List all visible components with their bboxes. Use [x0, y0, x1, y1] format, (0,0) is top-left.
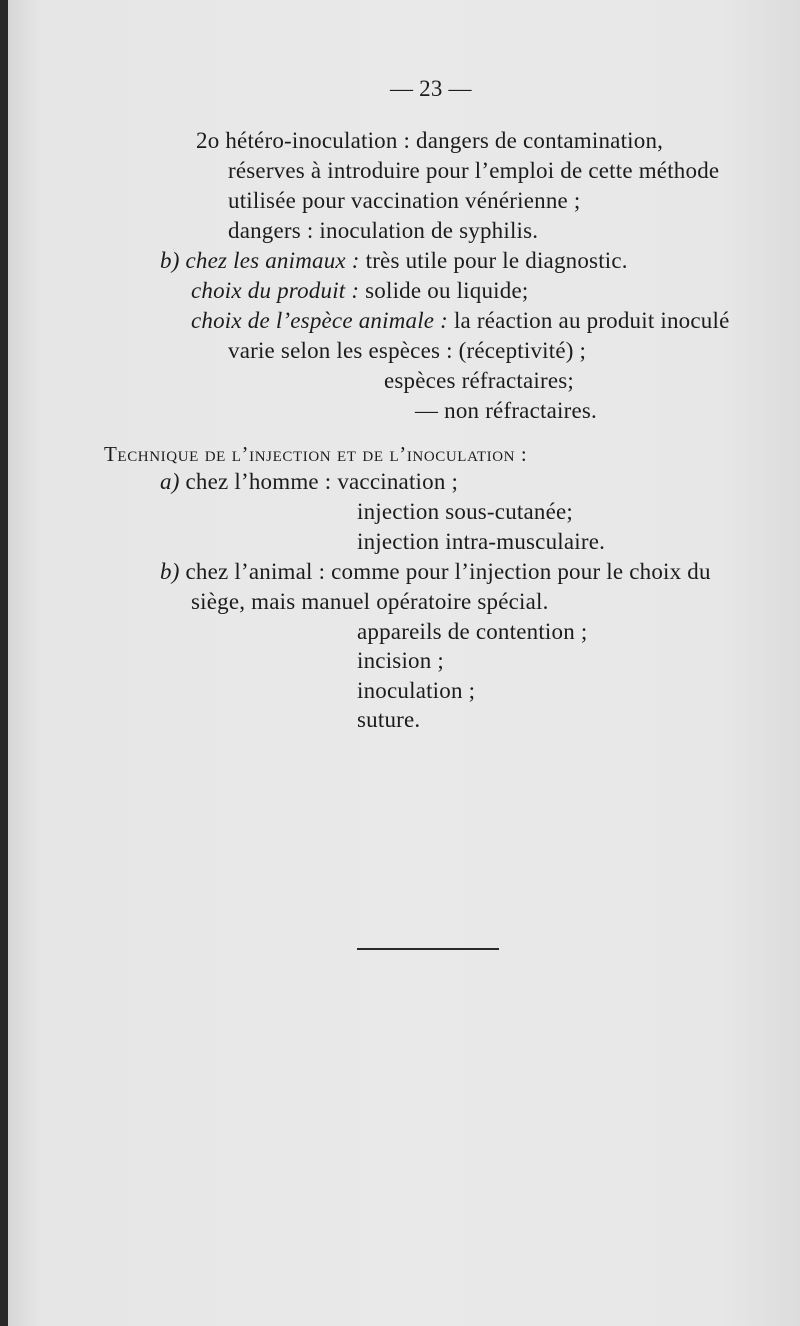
text-line [191, 308, 729, 334]
text-run: chez l’animal : comme pour l’injection pour le choix du [185, 559, 711, 584]
text-line: — non réfractaires. [415, 398, 597, 423]
text-line: siège, mais manuel opératoire spécial. [191, 589, 549, 614]
italic-phrase: chez les animaux : [185, 248, 360, 273]
text-run: très utile pour le diagnostic. [359, 248, 628, 273]
text-line: dangers : inoculation de syphilis. [228, 218, 539, 243]
document-page [8, 0, 800, 1326]
text-line: réserves à introduire pour l’emploi de cette méthode [228, 158, 720, 183]
text-line: inoculation ; [357, 678, 476, 703]
text-line: incision ; [357, 648, 444, 673]
text-line [160, 559, 711, 585]
text-line [191, 278, 528, 304]
text-run: chez l’homme : vaccination ; [185, 469, 459, 494]
italic-phrase: choix du produit : [191, 278, 360, 303]
list-label: b) [160, 248, 180, 273]
text-line: utilisée pour vaccination vénérienne ; [228, 188, 581, 213]
text-line: espèces réfractaires; [384, 368, 574, 393]
list-label: a) [160, 469, 180, 494]
italic-phrase: choix de l’espèce animale : [191, 308, 449, 333]
page-number: — 23 — [390, 76, 472, 101]
end-rule [357, 948, 499, 950]
list-label: b) [160, 559, 180, 584]
text-line: suture. [357, 707, 421, 732]
text-line: injection intra-musculaire. [357, 529, 606, 554]
section-heading: Technique de l’injection et de l’inoculation : [104, 442, 528, 466]
text-line [160, 469, 458, 495]
text-run: solide ou liquide; [359, 278, 529, 303]
text-line [160, 248, 628, 274]
text-line: injection sous-cutanée; [357, 499, 574, 524]
text-run: la réaction au produit inoculé [448, 308, 730, 333]
text-line: 2o hétéro-inoculation : dangers de contamination, [196, 128, 664, 153]
text-line: varie selon les espèces : (réceptivité) ; [228, 338, 587, 363]
text-line: appareils de contention ; [357, 619, 588, 644]
